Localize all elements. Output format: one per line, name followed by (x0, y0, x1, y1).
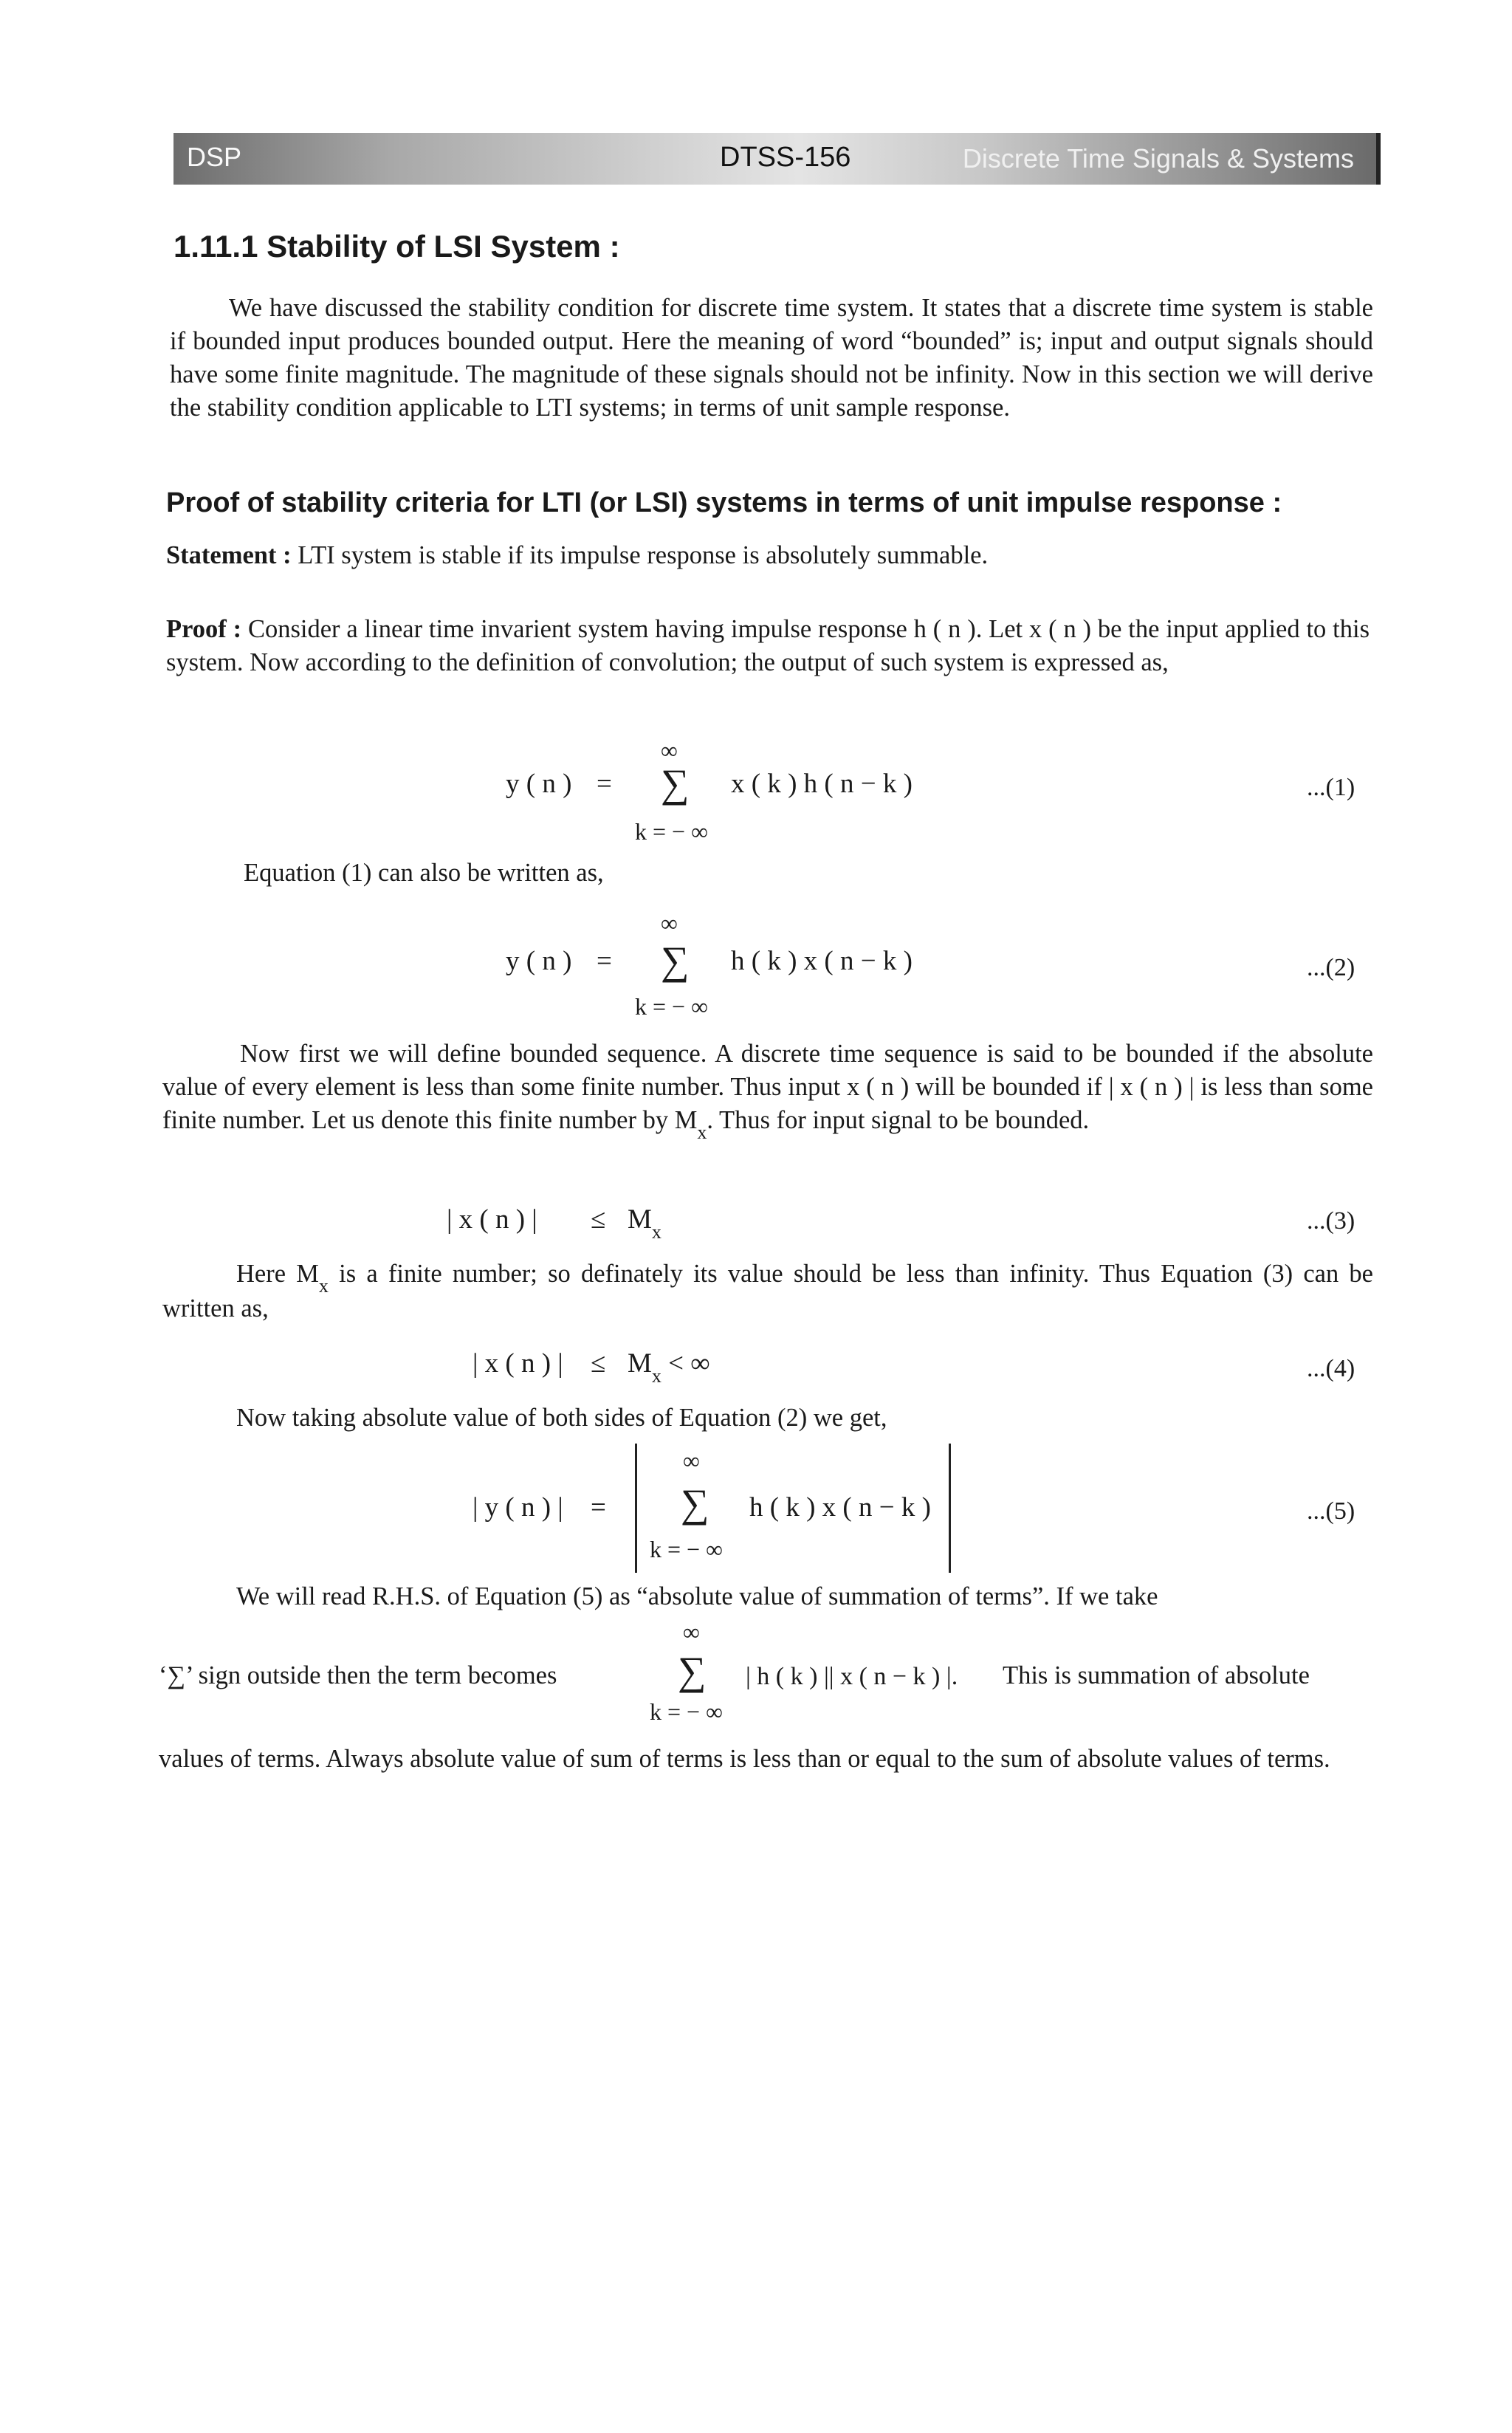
eq3-number: ...(3) (1307, 1207, 1355, 1235)
abs-bar-right (949, 1444, 951, 1573)
bounded-paragraph (162, 1037, 1373, 1143)
abs-bar-left (635, 1444, 637, 1573)
eq3-sub: x (651, 1221, 662, 1243)
eq1-number: ...(1) (1307, 774, 1355, 801)
eq4-number: ...(4) (1307, 1355, 1355, 1382)
eq4-followup: Now taking absolute value of both sides of Equation (2) we get, (236, 1404, 887, 1432)
eq2-upper-limit: ∞ (661, 910, 678, 936)
eq2-equals: = (597, 946, 612, 976)
proof-paragraph (166, 613, 1370, 679)
eq5-lhs: | y ( n ) | (472, 1492, 563, 1523)
eq2-lower-limit: k = − ∞ (635, 993, 708, 1020)
section-title: 1.11.1 Stability of LSI System : (173, 229, 620, 264)
eq5-upper-limit: ∞ (683, 1447, 700, 1474)
eq1-equals: = (597, 769, 612, 799)
here-subscript: x (318, 1275, 329, 1297)
proof-text: Consider a linear time invarient system having impulse response h ( n ). Let x ( n ) be the input applied to this system. Now according to the definition of convolution; the output of such system is expressed as, (166, 615, 1370, 676)
eq1-upper-limit: ∞ (661, 737, 678, 763)
header-page-id: DTSS-156 (720, 142, 851, 173)
intro-paragraph: We have discussed the stability condition for discrete time system. It states that a discrete time system is stable if bounded input produces bounded output. Here the meaning of word “bounded” is; input and output signals should have some finite magnitude. The magnitude of these signals should not be infinity. Now in this section we will derive the stability condition applicable to LTI systems; in terms of unit sample response. (170, 294, 1373, 422)
page-header-bar (173, 133, 1381, 185)
here-paragraph (162, 1257, 1373, 1325)
eq1-lhs: y ( n ) (506, 769, 572, 799)
eq4-bound (628, 1348, 710, 1387)
final-paragraph: values of terms. Always absolute value of sum of terms is less than or equal to the sum of absolute values of terms. (159, 1745, 1330, 1773)
here-text-1: Here M (236, 1260, 319, 1288)
bounded-subscript: x (697, 1122, 707, 1143)
eq1-sigma: ∑ (661, 761, 690, 806)
eq5-rhs: h ( k ) x ( n − k ) (749, 1492, 931, 1523)
eq2-rhs: h ( k ) x ( n − k ) (731, 946, 913, 976)
here-text-2: is a finite number; so definately its value should be less than infinity. Thus Equation (3) can be written as, (162, 1260, 1373, 1322)
eq5-lower-limit: k = − ∞ (650, 1536, 723, 1562)
eq5-equals: = (591, 1492, 606, 1523)
eq5-sigma: ∑ (681, 1481, 709, 1526)
statement-text: LTI system is stable if its impulse response is absolutely summable. (298, 541, 989, 569)
sigma-line-expr: | h ( k ) || x ( n − k ) |. (746, 1663, 958, 1690)
eq3-relation: ≤ (591, 1204, 606, 1235)
bounded-text-1: Now first we will define bounded sequence. A discrete time sequence is said to be bounded if the absolute value of every element is less than some finite number. Thus input x ( n ) will be bounded if | x ( n ) | is less than some finite number. Let us denote this finite number by M (162, 1040, 1373, 1134)
eq4-lhs: | x ( n ) | (472, 1348, 563, 1379)
statement-label: Statement : (166, 541, 292, 569)
sigma-line-sigma: ∑ (678, 1649, 707, 1693)
eq2-sigma: ∑ (661, 938, 690, 983)
read-line: We will read R.H.S. of Equation (5) as “absolute value of summation of terms”. If we take (236, 1582, 1158, 1610)
eq2-lhs: y ( n ) (506, 946, 572, 976)
header-chapter-title: Discrete Time Signals & Systems (962, 143, 1354, 174)
eq3-lhs: | x ( n ) | (447, 1204, 537, 1235)
statement (166, 539, 1384, 572)
eq3-bound (628, 1204, 662, 1243)
eq1-lower-limit: k = − ∞ (635, 818, 708, 845)
eq1-rhs: x ( k ) h ( n − k ) (731, 769, 913, 799)
eq4-tail: < ∞ (668, 1348, 710, 1379)
eq1-followup: Equation (1) can also be written as, (244, 859, 604, 887)
header-left-text: DSP (187, 142, 242, 172)
proof-heading: Proof of stability criteria for LTI (or LSI) systems in terms of unit impulse response : (166, 487, 1282, 518)
eq2-number: ...(2) (1307, 954, 1355, 981)
eq5-number: ...(5) (1307, 1497, 1355, 1525)
eq4-relation: ≤ (591, 1348, 606, 1379)
bounded-text-2: . Thus for input signal to be bounded. (707, 1106, 1090, 1134)
sigma-line-before: ‘∑’ sign outside then the term becomes (159, 1661, 557, 1689)
sigma-line-after: This is summation of absolute (1003, 1661, 1310, 1689)
sigma-line-upper: ∞ (683, 1619, 700, 1645)
sigma-line-lower: k = − ∞ (650, 1698, 723, 1725)
eq4-sub: x (651, 1365, 662, 1387)
eq4-M: M (628, 1348, 652, 1379)
proof-label: Proof : (166, 615, 242, 643)
eq3-M: M (628, 1204, 652, 1235)
